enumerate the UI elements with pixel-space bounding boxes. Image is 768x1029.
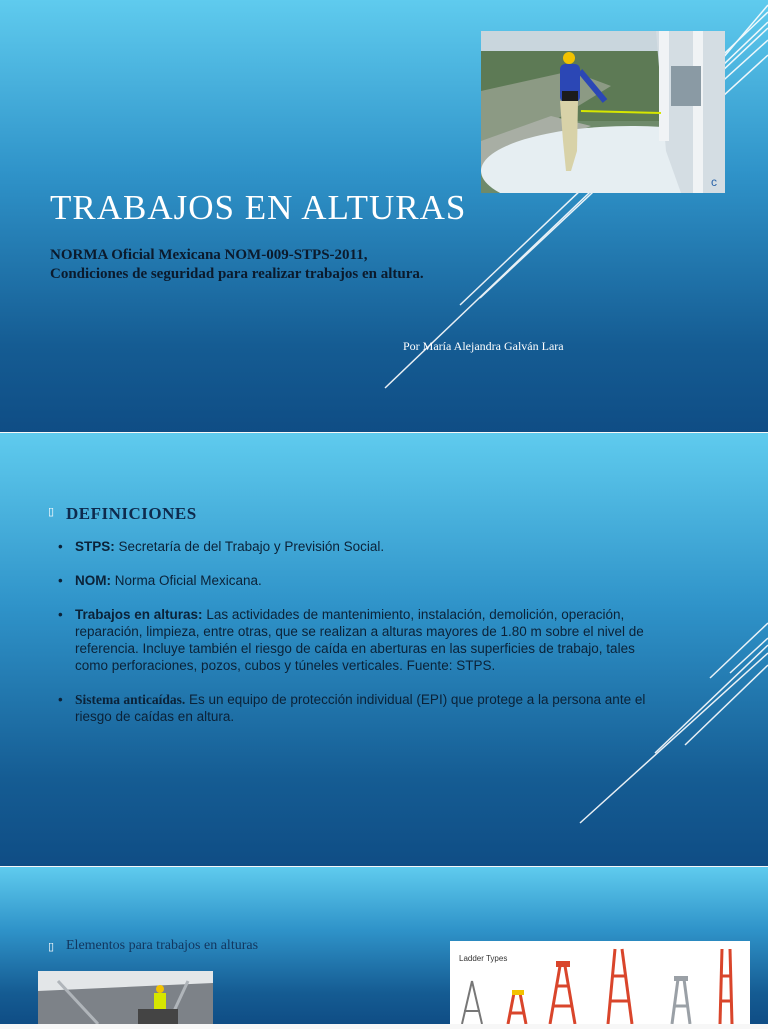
bullet-icon: •	[58, 692, 63, 707]
definition-term: Sistema anticaídas.	[75, 692, 186, 707]
list-item	[58, 606, 658, 674]
definition-term: STPS:	[75, 539, 115, 554]
svg-text:c: c	[711, 175, 717, 189]
elements-heading: Elementos para trabajos en alturas	[66, 938, 259, 953]
small-red-ladder	[508, 990, 526, 1024]
heading-bullet-icon: ▯	[48, 506, 55, 518]
bullet-icon: •	[58, 573, 63, 588]
list-item	[58, 538, 658, 555]
definition-text: Secretaría de del Trabajo y Previsión Social.	[118, 539, 385, 554]
definition-text: Norma Oficial Mexicana.	[114, 573, 262, 588]
definitions-list	[58, 538, 658, 742]
definition-text: Las actividades de mantenimiento, instalación, demolición, operación, reparación, limpieza, entre otras, que se realizan a alturas mayores de 1.80 m sobre el nivel de referencia. Incluye también el riesgo de caída en aberturas en las superficies de trabajo, tales como perforaciones, pozos, cubos y túneles verticales. Fuente: STPS.	[75, 607, 644, 673]
bullet-icon: •	[58, 539, 63, 554]
extension-red-ladder	[720, 949, 732, 1024]
presentation-title: TRABAJOS EN ALTURAS	[50, 188, 467, 227]
bullet-icon: •	[58, 607, 63, 622]
presentation-subtitle: NORMA Oficial Mexicana NOM-009-STPS-2011, Condiciones de seguridad para realizar trabajos en altura.	[50, 247, 424, 282]
tall-red-ladder	[608, 949, 632, 1024]
heading-bullet-icon: ▯	[48, 941, 55, 953]
slide-title	[0, 0, 768, 432]
ladder-types-image	[450, 941, 750, 1024]
definition-text: Es un equipo de protección individual (EPI) que protege a la persona ante el riesgo de caídas en altura.	[75, 692, 646, 724]
definitions-heading: DEFINICIONES	[66, 504, 197, 523]
workers-on-lift-photo	[38, 971, 213, 1024]
list-item	[58, 572, 658, 589]
silver-multi-ladder	[672, 976, 690, 1024]
worker-on-tower-photo	[481, 31, 725, 193]
ladder-types-caption: Ladder Types	[459, 954, 508, 963]
author-credit: Por María Alejandra Galván Lara	[403, 339, 564, 353]
list-item	[58, 691, 658, 725]
red-stepladder	[550, 961, 575, 1024]
step-stool-ladder	[462, 981, 482, 1024]
definition-term: NOM:	[75, 573, 111, 588]
definition-term: Trabajos en alturas:	[75, 607, 203, 622]
